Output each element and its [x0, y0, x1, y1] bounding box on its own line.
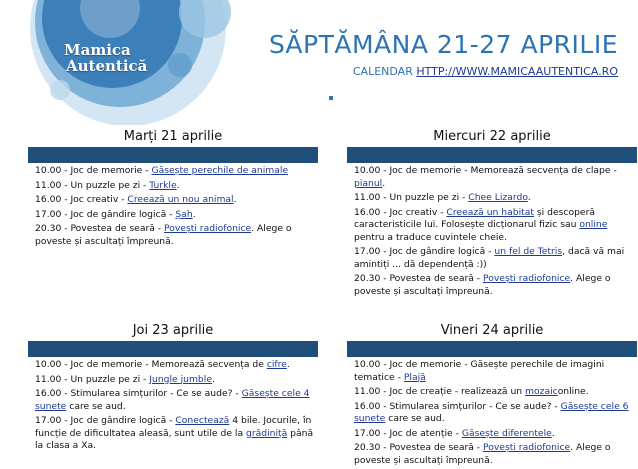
activity-link[interactable]: Creează un nou animal: [127, 194, 234, 205]
calendar-subtitle: [353, 65, 618, 78]
activity-link[interactable]: Plajă: [403, 371, 426, 383]
activity-text: 4 bile. Jocurile, în funcție de dificultatea aleasă, sunt utile de la: [35, 415, 312, 439]
day-header-bar: [28, 341, 318, 357]
activity-item: [354, 207, 637, 245]
activity-link[interactable]: Creează un habitat: [446, 206, 534, 218]
activity-item: [35, 374, 318, 387]
day-title: Vineri 24 aprilie: [440, 323, 544, 338]
activity-text: .: [382, 177, 386, 189]
activity-text: 11.00 - Joc de creație - realizează un: [354, 386, 526, 397]
activity-text: . Alege o poveste și ascultați împreună.: [35, 223, 292, 247]
activity-text: . Alege o poveste și ascultați împreună.: [354, 273, 611, 297]
activity-link[interactable]: Găsește cele 4 sunete: [35, 388, 310, 412]
logo-text: [64, 42, 147, 74]
activity-link[interactable]: Găsește perechile de animale: [151, 165, 289, 176]
activity-text: .: [192, 208, 196, 220]
activity-link[interactable]: Povești radiofonice: [164, 223, 252, 234]
day-header-bar: [347, 147, 637, 163]
activity-text: pentru a traduce cuvintele cheie.: [354, 231, 507, 243]
day-card-wednesday: [347, 129, 637, 300]
activity-item: [354, 273, 637, 298]
activity-text: 16.00 - Joc creativ -: [35, 194, 128, 205]
activity-text: .: [211, 373, 215, 385]
activity-text: 10.00 - Joc de memorie - Găsește perechile de imagini tematice -: [354, 359, 605, 383]
activity-item: [35, 165, 318, 178]
activity-link[interactable]: cifre: [266, 359, 287, 370]
activity-link[interactable]: Chee Lizardo: [468, 192, 528, 203]
activity-link[interactable]: Povești radiofonice: [483, 442, 571, 453]
activity-item: [354, 428, 637, 441]
activity-text: care se aud.: [66, 400, 126, 412]
activity-text: 11.00 - Un puzzle pe zi -: [35, 179, 150, 191]
logo-line-1: Mamica: [64, 41, 131, 59]
page-title: SĂPTĂMÂNA 21-27 APRILIE: [269, 30, 618, 59]
activity-item: [35, 180, 318, 193]
day-header-bar: [28, 147, 318, 163]
activity-link[interactable]: Turkle: [149, 179, 177, 191]
activity-text: 20.30 - Povestea de seară -: [354, 442, 484, 453]
activity-text: online.: [557, 386, 589, 397]
activity-text: 11.00 - Un puzzle pe zi -: [354, 192, 469, 203]
activity-link[interactable]: Jungle jumble: [149, 373, 212, 385]
activity-text: 16.00 - Stimularea simțurilor - Ce se aude? -: [35, 388, 242, 399]
activity-item: [354, 442, 637, 467]
activity-text: și descoperă caracteristicile lui. Folosește dicționarul fizic sau: [354, 206, 595, 230]
activity-link[interactable]: un fel de Tetris: [494, 246, 563, 257]
activity-link[interactable]: online: [579, 219, 608, 230]
activity-item: [354, 359, 637, 384]
activity-text: 20.30 - Povestea de seară -: [354, 273, 484, 284]
activity-text: , dacă vă mai amintiți ... dă dependență :)): [354, 246, 625, 270]
activity-link[interactable]: Șah: [175, 208, 193, 220]
activity-item: [35, 194, 318, 207]
activity-list: [28, 165, 318, 248]
logo-line-2: Autentică: [66, 57, 148, 75]
activity-link[interactable]: mozaic: [525, 386, 558, 397]
day-title: Joi 23 aprilie: [132, 323, 214, 338]
activity-list: [347, 165, 637, 298]
activity-text: care se aud.: [385, 413, 445, 424]
day-title: Marți 21 aprilie: [123, 129, 223, 144]
activity-link[interactable]: Găsește diferentele: [461, 427, 552, 439]
activity-text: 16.00 - Joc creativ -: [354, 206, 447, 218]
activity-link[interactable]: Găsește cele 6 sunete: [354, 400, 629, 424]
activity-link[interactable]: pianul: [354, 177, 383, 189]
activity-item: [354, 386, 637, 399]
activity-text: 10.00 - Joc de memorie - Memorează secvența de clape -: [354, 165, 617, 176]
divider-dot: [329, 96, 333, 100]
activity-text: 17.00 - Joc de atenție -: [354, 427, 462, 439]
activity-text: 11.00 - Un puzzle pe zi -: [35, 373, 150, 385]
activity-item: [354, 165, 637, 190]
activity-text: 17.00 - Joc de gândire logică -: [35, 208, 176, 220]
activity-item: [35, 359, 318, 372]
activity-text: 17.00 - Joc de gândire logică -: [354, 246, 495, 257]
activity-item: [35, 223, 318, 248]
activity-text: .: [176, 179, 180, 191]
activity-item: [35, 388, 318, 413]
activity-text: .: [233, 194, 237, 205]
activity-item: [354, 401, 637, 426]
day-card-friday: [347, 323, 637, 469]
activity-text: 16.00 - Stimularea simțurilor - Ce se aude? -: [354, 400, 561, 412]
activity-list: [347, 359, 637, 467]
activity-item: [35, 415, 318, 453]
activity-item: [354, 192, 637, 205]
activity-text: 17.00 - Joc de gândire logică -: [35, 415, 176, 426]
activity-item: [35, 209, 318, 222]
activity-text: 10.00 - Joc de memorie -: [35, 165, 152, 176]
day-header-bar: [347, 341, 637, 357]
activity-text: . Alege o poveste și ascultați împreună.: [354, 442, 611, 466]
activity-link[interactable]: Povești radiofonice: [483, 273, 571, 284]
activity-list: [28, 359, 318, 453]
calendar-link[interactable]: HTTP://WWW.MAMICAAUTENTICA.RO: [416, 65, 618, 78]
activity-text: .: [551, 427, 555, 439]
activity-text: .: [286, 359, 290, 370]
activity-text: până la clasa a Xa.: [35, 427, 314, 451]
day-card-thursday: [28, 323, 318, 455]
day-card-tuesday: [28, 129, 318, 250]
day-title: Miercuri 22 aprilie: [433, 129, 551, 144]
activity-link[interactable]: grădiniță: [246, 427, 288, 439]
calendar-label: CALENDAR: [352, 65, 413, 78]
activity-item: [354, 246, 637, 271]
activity-text: 10.00 - Joc de memorie - Memorează secvența de: [35, 359, 267, 370]
activity-text: .: [527, 192, 531, 203]
activity-text: 20.30 - Povestea de seară -: [35, 223, 165, 234]
logo: [0, 0, 260, 125]
activity-link[interactable]: Conectează: [175, 415, 230, 426]
